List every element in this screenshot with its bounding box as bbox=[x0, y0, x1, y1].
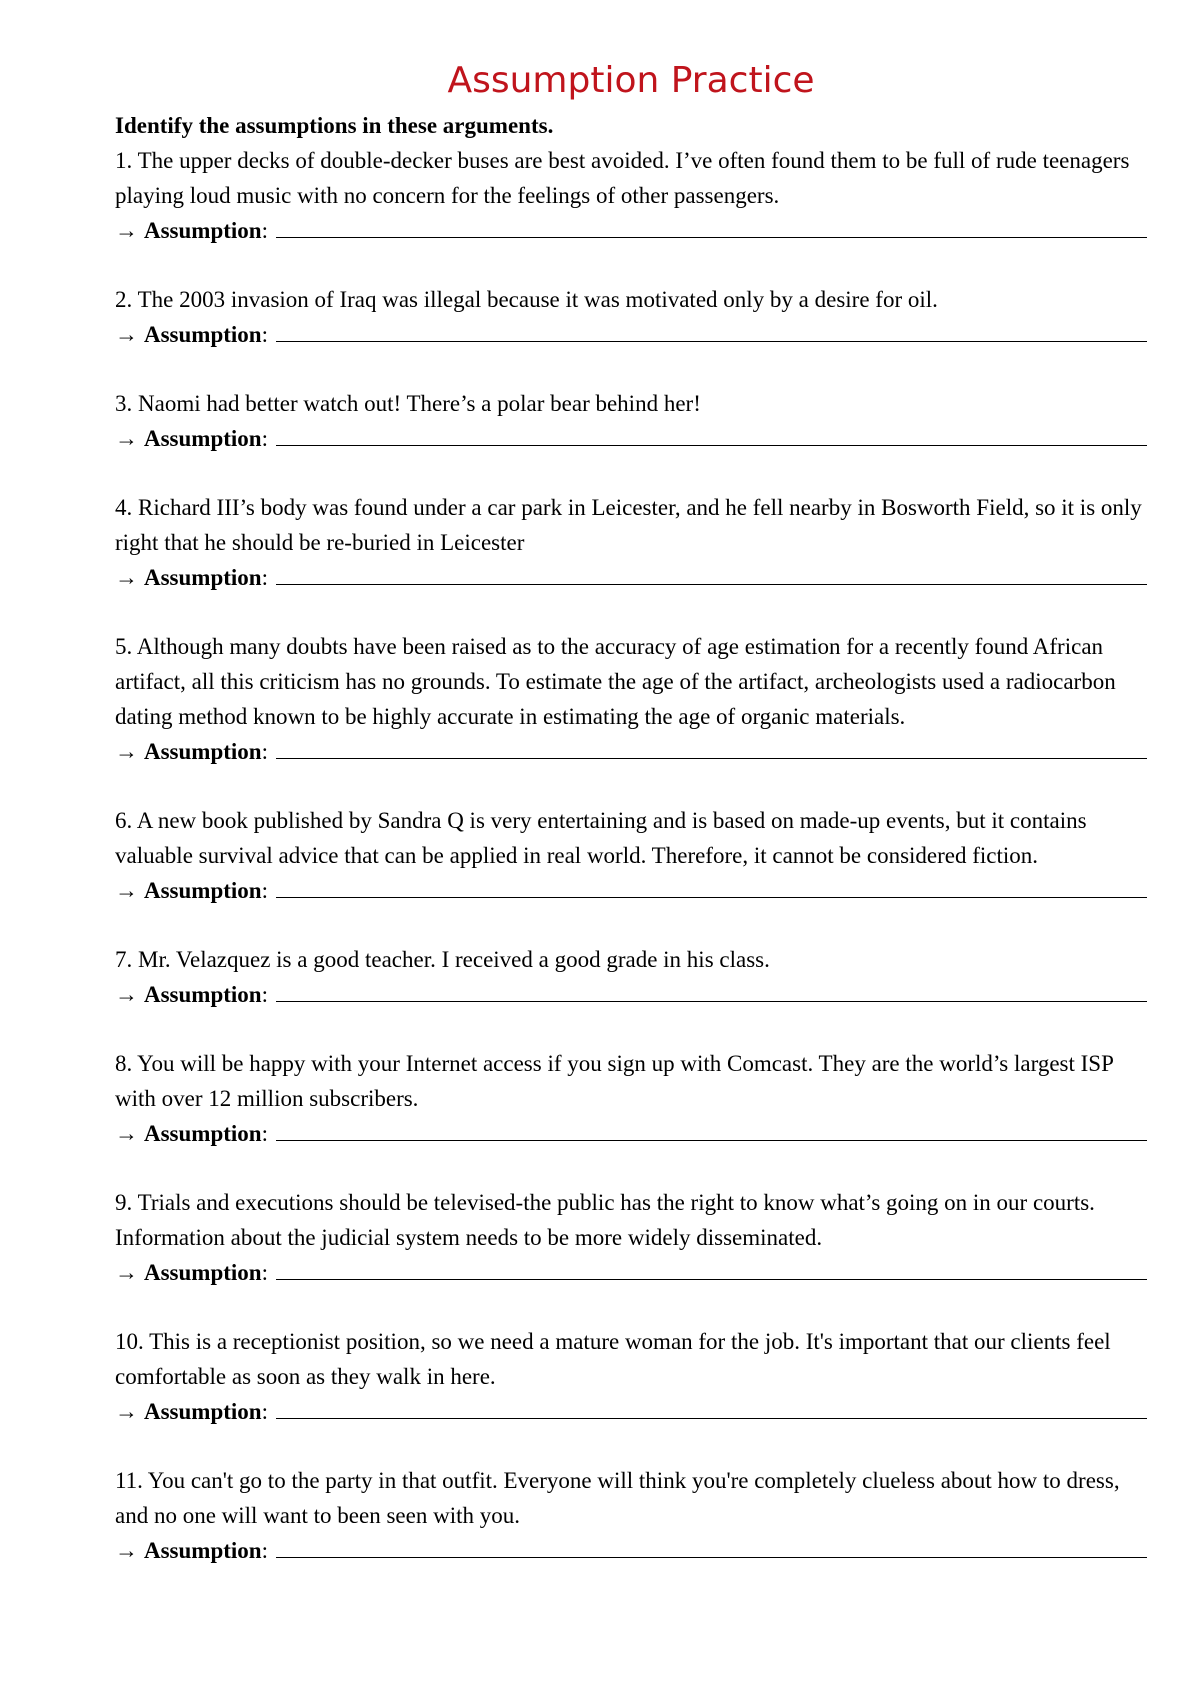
assumption-answer-line bbox=[115, 1533, 1147, 1568]
page-title: Assumption Practice bbox=[447, 60, 815, 101]
assumption-colon: : bbox=[261, 322, 268, 347]
assumption-colon: : bbox=[261, 739, 268, 764]
arrow-icon: → bbox=[115, 322, 138, 347]
assumption-answer-line bbox=[115, 317, 1147, 352]
assumption-label: Assumption bbox=[144, 565, 262, 590]
assumption-answer-line bbox=[115, 1255, 1147, 1290]
instructions: Identify the assumptions in these arguments. bbox=[115, 113, 554, 138]
question-text: 9. Trials and executions should be televised-the public has the right to know what’s going on in our courts. Information about the judicial system needs to be more widely disseminated. bbox=[115, 1190, 1095, 1250]
arrow-icon: → bbox=[115, 1260, 138, 1285]
assumption-blank-field[interactable] bbox=[276, 977, 1147, 1002]
question-item bbox=[115, 1046, 1147, 1151]
question-text: 6. A new book published by Sandra Q is very entertaining and is based on made-up events, but it contains valuable survival advice that can be applied in real world. Therefore, it cannot be considered fiction. bbox=[115, 808, 1087, 868]
worksheet-page bbox=[115, 55, 1147, 1602]
question-item bbox=[115, 386, 1147, 456]
question-list bbox=[115, 143, 1147, 1568]
assumption-answer-line bbox=[115, 977, 1147, 1012]
arrow-icon: → bbox=[115, 1538, 138, 1563]
assumption-blank-field[interactable] bbox=[276, 560, 1147, 585]
assumption-colon: : bbox=[261, 878, 268, 903]
question-text: 2. The 2003 invasion of Iraq was illegal because it was motivated only by a desire for oil. bbox=[115, 287, 938, 312]
assumption-colon: : bbox=[261, 1538, 268, 1563]
assumption-blank-field[interactable] bbox=[276, 1394, 1147, 1419]
arrow-icon: → bbox=[115, 982, 138, 1007]
question-text: 10. This is a receptionist position, so we need a mature woman for the job. It's important that our clients feel comfortable as soon as they walk in here. bbox=[115, 1329, 1111, 1389]
question-item bbox=[115, 1185, 1147, 1290]
assumption-label: Assumption bbox=[144, 218, 262, 243]
question-item bbox=[115, 942, 1147, 1012]
assumption-label: Assumption bbox=[144, 426, 262, 451]
assumption-label: Assumption bbox=[144, 1399, 262, 1424]
assumption-blank-field[interactable] bbox=[276, 213, 1147, 238]
arrow-icon: → bbox=[115, 878, 138, 903]
arrow-icon: → bbox=[115, 218, 138, 243]
question-text: 8. You will be happy with your Internet access if you sign up with Comcast. They are the world’s largest ISP with over 12 million subscribers. bbox=[115, 1051, 1114, 1111]
question-item bbox=[115, 1324, 1147, 1429]
assumption-label: Assumption bbox=[144, 322, 262, 347]
assumption-blank-field[interactable] bbox=[276, 1116, 1147, 1141]
arrow-icon: → bbox=[115, 1121, 138, 1146]
question-text: 5. Although many doubts have been raised as to the accuracy of age estimation for a recently found African artifact, all this criticism has no grounds. To estimate the age of the artifact, archeologists used a radiocarbon dating method known to be highly accurate in estimating the age of organic materials. bbox=[115, 634, 1116, 729]
arrow-icon: → bbox=[115, 426, 138, 451]
question-text: 4. Richard III’s body was found under a car park in Leicester, and he fell nearby in Bosworth Field, so it is only right that he should be re-buried in Leicester bbox=[115, 495, 1142, 555]
assumption-answer-line bbox=[115, 1116, 1147, 1151]
assumption-answer-line bbox=[115, 873, 1147, 908]
arrow-icon: → bbox=[115, 1399, 138, 1424]
arrow-icon: → bbox=[115, 739, 138, 764]
assumption-answer-line bbox=[115, 421, 1147, 456]
assumption-label: Assumption bbox=[144, 1121, 262, 1146]
assumption-answer-line bbox=[115, 1394, 1147, 1429]
assumption-blank-field[interactable] bbox=[276, 873, 1147, 898]
assumption-answer-line bbox=[115, 560, 1147, 595]
arrow-icon: → bbox=[115, 565, 138, 590]
question-item bbox=[115, 1463, 1147, 1568]
assumption-blank-field[interactable] bbox=[276, 421, 1147, 446]
assumption-label: Assumption bbox=[144, 878, 262, 903]
assumption-blank-field[interactable] bbox=[276, 1533, 1147, 1558]
assumption-answer-line bbox=[115, 213, 1147, 248]
question-text: 11. You can't go to the party in that outfit. Everyone will think you're completely clueless about how to dress, and no one will want to been seen with you. bbox=[115, 1468, 1120, 1528]
question-item bbox=[115, 143, 1147, 248]
assumption-colon: : bbox=[261, 1260, 268, 1285]
assumption-blank-field[interactable] bbox=[276, 317, 1147, 342]
assumption-label: Assumption bbox=[144, 1260, 262, 1285]
assumption-colon: : bbox=[261, 1399, 268, 1424]
question-item bbox=[115, 803, 1147, 908]
question-text: 3. Naomi had better watch out! There’s a polar bear behind her! bbox=[115, 391, 701, 416]
assumption-blank-field[interactable] bbox=[276, 734, 1147, 759]
assumption-label: Assumption bbox=[144, 1538, 262, 1563]
question-item bbox=[115, 629, 1147, 769]
assumption-blank-field[interactable] bbox=[276, 1255, 1147, 1280]
question-item bbox=[115, 282, 1147, 352]
assumption-label: Assumption bbox=[144, 982, 262, 1007]
assumption-colon: : bbox=[261, 982, 268, 1007]
assumption-colon: : bbox=[261, 565, 268, 590]
assumption-colon: : bbox=[261, 218, 268, 243]
assumption-label: Assumption bbox=[144, 739, 262, 764]
assumption-answer-line bbox=[115, 734, 1147, 769]
question-text: 1. The upper decks of double-decker buses are best avoided. I’ve often found them to be full of rude teenagers playing loud music with no concern for the feelings of other passengers. bbox=[115, 148, 1130, 208]
assumption-colon: : bbox=[261, 426, 268, 451]
question-text: 7. Mr. Velazquez is a good teacher. I received a good grade in his class. bbox=[115, 947, 770, 972]
assumption-colon: : bbox=[261, 1121, 268, 1146]
question-item bbox=[115, 490, 1147, 595]
